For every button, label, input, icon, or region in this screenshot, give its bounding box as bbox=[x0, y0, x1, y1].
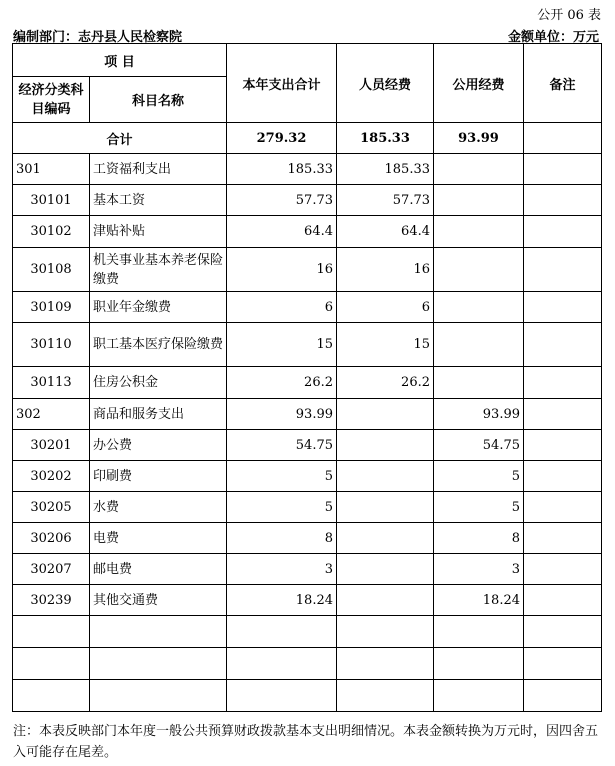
row-total: 26.2 bbox=[227, 367, 337, 399]
row-public: 54.75 bbox=[434, 430, 524, 461]
row-code: 30207 bbox=[13, 554, 90, 585]
empty-cell bbox=[227, 616, 337, 648]
table-row bbox=[13, 248, 602, 292]
row-remark bbox=[524, 585, 602, 616]
table-row bbox=[13, 399, 602, 430]
row-name: 职工基本医疗保险缴费 bbox=[90, 323, 227, 367]
row-remark bbox=[524, 523, 602, 554]
row-code: 30206 bbox=[13, 523, 90, 554]
row-public: 18.24 bbox=[434, 585, 524, 616]
empty-cell bbox=[13, 680, 90, 712]
row-public: 8 bbox=[434, 523, 524, 554]
empty-row bbox=[13, 680, 602, 712]
sum-public: 93.99 bbox=[434, 123, 524, 154]
table-row bbox=[13, 461, 602, 492]
row-name: 其他交通费 bbox=[90, 585, 227, 616]
table-row bbox=[13, 492, 602, 523]
row-remark bbox=[524, 461, 602, 492]
empty-cell bbox=[337, 648, 434, 680]
row-code: 30205 bbox=[13, 492, 90, 523]
row-name: 邮电费 bbox=[90, 554, 227, 585]
row-personnel bbox=[337, 430, 434, 461]
row-public: 5 bbox=[434, 492, 524, 523]
row-public bbox=[434, 216, 524, 248]
row-personnel: 15 bbox=[337, 323, 434, 367]
row-code: 30110 bbox=[13, 323, 90, 367]
header-code: 经济分类科目编码 bbox=[13, 77, 90, 123]
amount-unit-label: 金额单位：万元 bbox=[507, 30, 599, 45]
table-row bbox=[13, 154, 602, 185]
row-remark bbox=[524, 430, 602, 461]
row-personnel bbox=[337, 399, 434, 430]
empty-row bbox=[13, 616, 602, 648]
row-code: 30108 bbox=[13, 248, 90, 292]
row-name: 基本工资 bbox=[90, 185, 227, 216]
table-row bbox=[13, 585, 602, 616]
row-personnel bbox=[337, 492, 434, 523]
row-remark bbox=[524, 248, 602, 292]
row-public bbox=[434, 248, 524, 292]
row-public bbox=[434, 185, 524, 216]
row-code: 30101 bbox=[13, 185, 90, 216]
table-row bbox=[13, 216, 602, 248]
empty-cell bbox=[13, 648, 90, 680]
row-code: 302 bbox=[13, 399, 90, 430]
row-remark bbox=[524, 399, 602, 430]
empty-row bbox=[13, 648, 602, 680]
row-personnel bbox=[337, 523, 434, 554]
row-remark bbox=[524, 323, 602, 367]
header-remark: 备注 bbox=[524, 44, 602, 123]
row-total: 15 bbox=[227, 323, 337, 367]
header-total: 本年支出合计 bbox=[227, 44, 337, 123]
table-row bbox=[13, 185, 602, 216]
row-remark bbox=[524, 216, 602, 248]
row-remark bbox=[524, 554, 602, 585]
sum-total: 279.32 bbox=[227, 123, 337, 154]
row-code: 30102 bbox=[13, 216, 90, 248]
table-row bbox=[13, 367, 602, 399]
row-remark bbox=[524, 154, 602, 185]
row-total: 64.4 bbox=[227, 216, 337, 248]
department-label: 编制部门：志丹县人民检察院 bbox=[13, 30, 183, 45]
row-name: 职业年金缴费 bbox=[90, 292, 227, 323]
row-public: 93.99 bbox=[434, 399, 524, 430]
expenditure-table bbox=[12, 43, 602, 712]
empty-cell bbox=[90, 680, 227, 712]
table-row bbox=[13, 323, 602, 367]
form-code: 公开 06 表 bbox=[537, 8, 601, 23]
row-personnel bbox=[337, 554, 434, 585]
row-name: 印刷费 bbox=[90, 461, 227, 492]
row-personnel: 16 bbox=[337, 248, 434, 292]
row-code: 30201 bbox=[13, 430, 90, 461]
row-name: 电费 bbox=[90, 523, 227, 554]
row-public bbox=[434, 367, 524, 399]
row-public: 5 bbox=[434, 461, 524, 492]
row-name: 工资福利支出 bbox=[90, 154, 227, 185]
empty-cell bbox=[524, 616, 602, 648]
row-total: 54.75 bbox=[227, 430, 337, 461]
header-public: 公用经费 bbox=[434, 44, 524, 123]
row-remark bbox=[524, 492, 602, 523]
row-total: 8 bbox=[227, 523, 337, 554]
row-total: 16 bbox=[227, 248, 337, 292]
empty-cell bbox=[90, 648, 227, 680]
row-total: 57.73 bbox=[227, 185, 337, 216]
empty-cell bbox=[434, 680, 524, 712]
empty-cell bbox=[524, 680, 602, 712]
table-row bbox=[13, 554, 602, 585]
row-remark bbox=[524, 292, 602, 323]
header-name: 科目名称 bbox=[90, 77, 227, 123]
row-total: 5 bbox=[227, 461, 337, 492]
row-total: 185.33 bbox=[227, 154, 337, 185]
row-name: 商品和服务支出 bbox=[90, 399, 227, 430]
row-public bbox=[434, 292, 524, 323]
sum-label: 合计 bbox=[13, 123, 227, 154]
row-personnel: 64.4 bbox=[337, 216, 434, 248]
header-personnel: 人员经费 bbox=[337, 44, 434, 123]
row-personnel: 26.2 bbox=[337, 367, 434, 399]
empty-cell bbox=[524, 648, 602, 680]
empty-cell bbox=[434, 648, 524, 680]
row-total: 18.24 bbox=[227, 585, 337, 616]
empty-cell bbox=[337, 616, 434, 648]
row-remark bbox=[524, 185, 602, 216]
row-personnel bbox=[337, 585, 434, 616]
row-remark bbox=[524, 367, 602, 399]
row-public bbox=[434, 323, 524, 367]
row-personnel: 185.33 bbox=[337, 154, 434, 185]
row-total: 6 bbox=[227, 292, 337, 323]
row-name: 水费 bbox=[90, 492, 227, 523]
row-code: 30239 bbox=[13, 585, 90, 616]
empty-cell bbox=[90, 616, 227, 648]
row-name: 津贴补贴 bbox=[90, 216, 227, 248]
row-personnel: 6 bbox=[337, 292, 434, 323]
header-item-group: 项 目 bbox=[13, 44, 227, 77]
row-public bbox=[434, 154, 524, 185]
empty-cell bbox=[337, 680, 434, 712]
sum-personnel: 185.33 bbox=[337, 123, 434, 154]
table-row bbox=[13, 292, 602, 323]
row-code: 30202 bbox=[13, 461, 90, 492]
row-code: 30113 bbox=[13, 367, 90, 399]
row-total: 3 bbox=[227, 554, 337, 585]
row-public: 3 bbox=[434, 554, 524, 585]
row-name: 机关事业基本养老保险缴费 bbox=[90, 248, 227, 292]
row-total: 93.99 bbox=[227, 399, 337, 430]
row-code: 301 bbox=[13, 154, 90, 185]
row-name: 住房公积金 bbox=[90, 367, 227, 399]
table-row bbox=[13, 523, 602, 554]
row-total: 5 bbox=[227, 492, 337, 523]
empty-cell bbox=[434, 616, 524, 648]
empty-cell bbox=[227, 680, 337, 712]
table-note: 注：本表反映部门本年度一般公共预算财政拨款基本支出明细情况。本表金额转换为万元时，因四舍五入可能存在尾差。 bbox=[13, 724, 599, 760]
row-personnel: 57.73 bbox=[337, 185, 434, 216]
empty-cell bbox=[227, 648, 337, 680]
row-name: 办公费 bbox=[90, 430, 227, 461]
sum-remark bbox=[524, 123, 602, 154]
empty-cell bbox=[13, 616, 90, 648]
row-personnel bbox=[337, 461, 434, 492]
row-code: 30109 bbox=[13, 292, 90, 323]
table-row bbox=[13, 430, 602, 461]
